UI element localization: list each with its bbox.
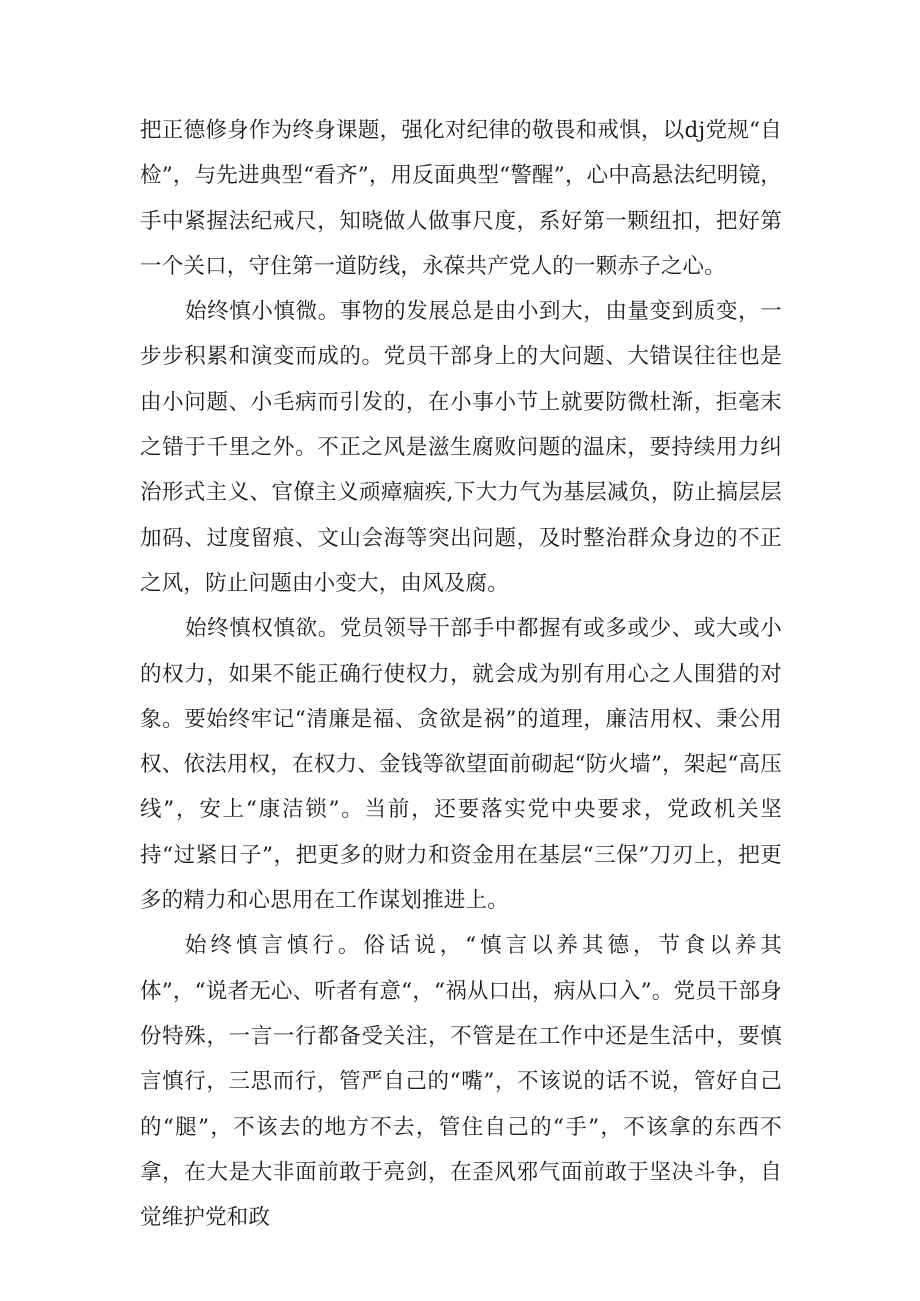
paragraph-2: 始终慎小慎微。事物的发展总是由小到大，由量变到质变，一步步积累和演变而成的。党员干部身上的大问题、大错误往往也是由小问题、小毛病而引发的，在小事小节上就要防微杜渐，拒毫末之错于千里之外。不正之风是滋生腐败问题的温床，要持续用力纠治形式主义、官僚主义顽瘴痼疾,下大力气为基层减负，防止搞层层加码、过度留痕、文山会海等突出问题，及时整治群众身边的不正之风，防止问题由小变大，由风及腐。 [140, 299, 782, 596]
document-body [140, 108, 782, 1240]
paragraph-1: 把正德修身作为终身课题，强化对纪律的敬畏和戒惧，以dj党规“自检”，与先进典型“看齐”，用反面典型“警醒”，心中高悬法纪明镜，手中紧握法纪戒尺，知晓做人做事尺度，系好第一颗纽扣，把好第一个关口，守住第一道防线，永葆共产党人的一颗赤子之心。 [140, 118, 782, 279]
paragraph-3: 始终慎权慎欲。党员领导干部手中都握有或多或少、或大或小的权力，如果不能正确行使权力，就会成为别有用心之人围猎的对象。要始终牢记“清廉是福、贪欲是祸”的道理，廉洁用权、秉公用权、依法用权，在权力、金钱等欲望面前砌起“防火墙”，架起“高压线”，安上“康洁锁”。当前，还要落实党中央要求，党政机关坚持“过紧日子”，把更多的财力和资金用在基层“三保”刀刃上，把更多的精力和心思用在工作谋划推进上。 [140, 616, 782, 914]
paragraph-4: 始终慎言慎行。俗话说，“慎言以养其德，节食以养其体”，“说者无心、听者有意“，“祸从口出，病从口入”。党员干部身份特殊，一言一行都备受关注，不管是在工作中还是生活中，要慎言慎行，三思而行，管严自己的“嘴”，不该说的话不说，管好自己的“腿”，不该去的地方不去，管住自己的“手”，不该拿的东西不拿，在大是大非面前敢于亮剑，在歪风邪气面前敢于坚决斗争，自觉维护党和政 [140, 933, 782, 1231]
